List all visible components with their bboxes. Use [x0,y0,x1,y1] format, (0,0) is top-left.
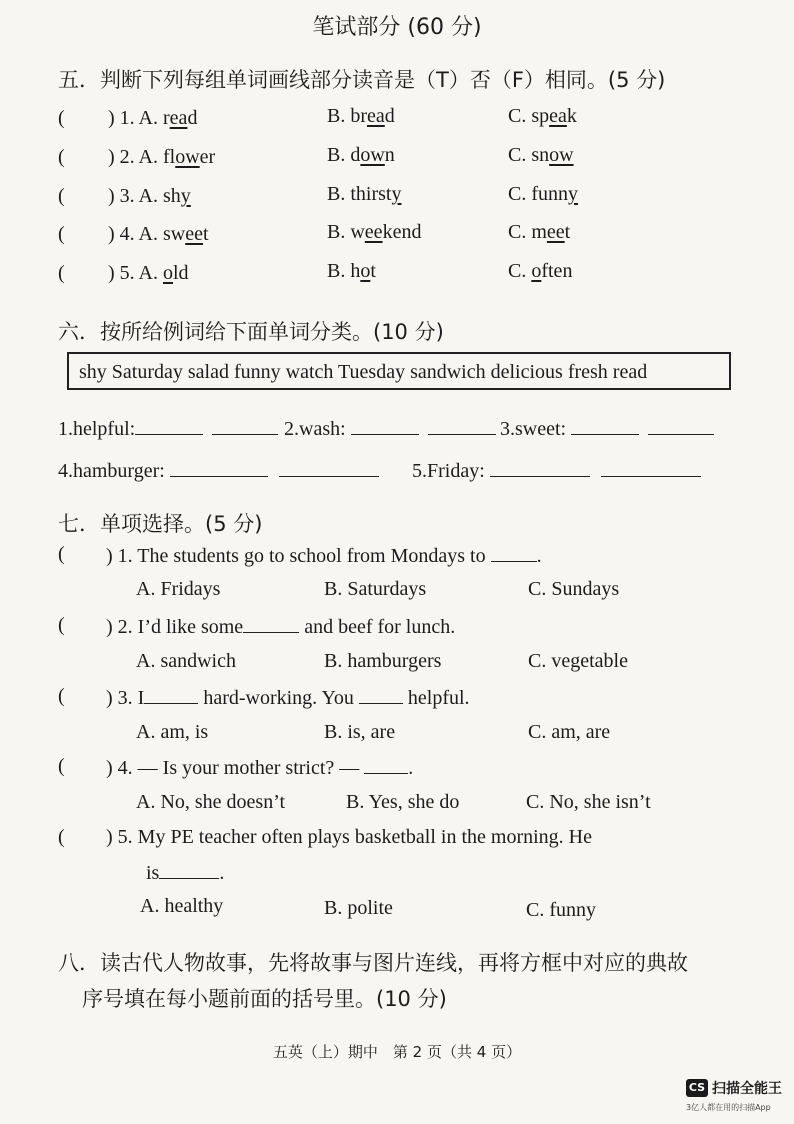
underlined-letters: ow [360,144,385,166]
answer-paren[interactable]: ( [58,107,65,129]
word-a: shy [163,185,191,207]
question-2: ) 2. I’d like some and beef for lunch. [106,616,456,638]
word-c: C. meet [508,221,571,243]
section-7-heading: 七．单项选择。(5 分) [58,512,263,536]
answer-blank[interactable] [144,685,198,704]
scanner-watermark: 扫描全能王 [712,1081,782,1097]
underlined-letters: o [163,262,173,284]
item-number: ) 3. A. [108,185,163,207]
word-c: C. often [508,260,573,282]
answer-blank[interactable] [243,614,299,633]
answer-blank[interactable] [601,458,701,477]
underlined-letters: o [531,260,542,282]
option-c[interactable]: C. No, she isn’t [526,791,651,813]
answer-blank[interactable] [571,416,639,435]
option-b[interactable]: B. Yes, she do [346,791,460,813]
section-title: 笔试部分 (60 分) [312,15,482,40]
option-a[interactable]: A. No, she doesn’t [136,791,286,813]
answer-blank[interactable] [490,458,590,477]
item-1 [108,107,197,130]
underlined-letters: ee [364,221,383,243]
answer-blank[interactable] [279,458,379,477]
underlined-letters: ea [549,105,567,127]
page-footer: 五英（上）期中 第 2 页（共 4 页） [272,1043,522,1061]
word-bank: shy Saturday salad funny watch Tuesday sandwich delicious fresh read [79,361,648,383]
answer-paren[interactable]: ( [58,223,65,245]
item-3 [108,185,191,208]
scanner-logo-icon: CS [686,1079,708,1097]
option-a[interactable]: A. Fridays [136,578,221,600]
item-4 [108,223,209,246]
answer-blank[interactable] [359,685,403,704]
scanner-watermark-sub: 3亿人都在用的扫描App [686,1103,771,1112]
word-a: sweet [163,223,209,245]
answer-blank[interactable] [648,416,714,435]
category-3: 3.sweet: [500,416,714,441]
option-b[interactable]: B. hamburgers [324,650,442,672]
underlined-letters: ee [185,223,203,245]
option-b[interactable]: B. Saturdays [324,578,427,600]
question-1: ) 1. The students go to school from Mondays to . [106,545,542,567]
option-a[interactable]: A. sandwich [136,650,236,672]
item-number: ) 5. A. [108,262,163,284]
section-8-heading-line2: 序号填在每小题前面的括号里。(10 分) [82,987,447,1011]
item-number: ) 4. A. [108,223,163,245]
item-2 [108,146,215,169]
answer-blank[interactable] [491,543,537,562]
section-5-heading: 五．判断下列每组单词画线部分读音是（T）否（F）相同。(5 分) [58,68,666,92]
underlined-letters: o [360,260,371,282]
word-c: C. funny [508,183,578,205]
item-number: ) 1. A. [108,107,163,129]
answer-paren[interactable]: ( [58,543,65,565]
answer-paren[interactable]: ( [58,262,65,284]
word-c: C. speak [508,105,577,127]
category-5: 5.Friday: [412,458,701,483]
question-5: ) 5. My PE teacher often plays basketball in the morning. He [106,826,592,848]
answer-paren[interactable]: ( [58,685,65,707]
answer-blank[interactable] [212,416,278,435]
option-c[interactable]: C. vegetable [528,650,628,672]
question-5-line2: is . [146,862,225,884]
category-2: 2.wash: [284,416,496,441]
word-b: B. down [327,144,395,166]
word-bank-box [67,352,731,390]
question-4: ) 4. — Is your mother strict? — . [106,757,414,779]
option-b[interactable]: B. polite [324,897,393,919]
category-4: 4.hamburger: [58,458,379,483]
option-a[interactable]: A. am, is [136,721,209,743]
option-c[interactable]: C. funny [526,899,596,921]
answer-paren[interactable]: ( [58,826,65,848]
answer-paren[interactable]: ( [58,185,65,207]
word-b: B. weekend [327,221,422,243]
answer-paren[interactable]: ( [58,146,65,168]
section-8-heading-line1: 八．读古代人物故事，先将故事与图片连线，再将方框中对应的典故 [58,951,688,975]
word-a: old [163,262,189,284]
option-c[interactable]: C. Sundays [528,578,620,600]
word-b: B. thirsty [327,183,402,205]
word-c: C. snow [508,144,574,166]
word-a: read [163,107,198,129]
word-b: B. hot [327,260,376,282]
category-1: 1.helpful: [58,416,278,441]
word-a: flower [163,146,216,168]
underlined-letters: ee [546,221,565,243]
answer-blank[interactable] [159,860,219,879]
answer-paren[interactable]: ( [58,755,65,777]
answer-blank[interactable] [135,416,203,435]
answer-blank[interactable] [170,458,268,477]
answer-paren[interactable]: ( [58,614,65,636]
answer-blank[interactable] [428,416,496,435]
word-b: B. bread [327,105,395,127]
underlined-letters: y [391,183,402,205]
item-number: ) 2. A. [108,146,163,168]
section-6-heading: 六．按所给例词给下面单词分类。(10 分) [58,320,444,344]
item-5 [108,262,189,285]
option-b[interactable]: B. is, are [324,721,396,743]
underlined-letters: ow [549,144,574,166]
underlined-letters: ea [367,105,385,127]
option-c[interactable]: C. am, are [528,721,611,743]
option-a[interactable]: A. healthy [140,895,224,917]
question-3: ) 3. I hard-working. You helpful. [106,687,470,709]
answer-blank[interactable] [364,755,408,774]
underlined-letters: y [180,185,191,207]
underlined-letters: ow [175,146,200,168]
answer-blank[interactable] [351,416,419,435]
underlined-letters: ea [169,107,188,129]
underlined-letters: y [568,183,578,205]
